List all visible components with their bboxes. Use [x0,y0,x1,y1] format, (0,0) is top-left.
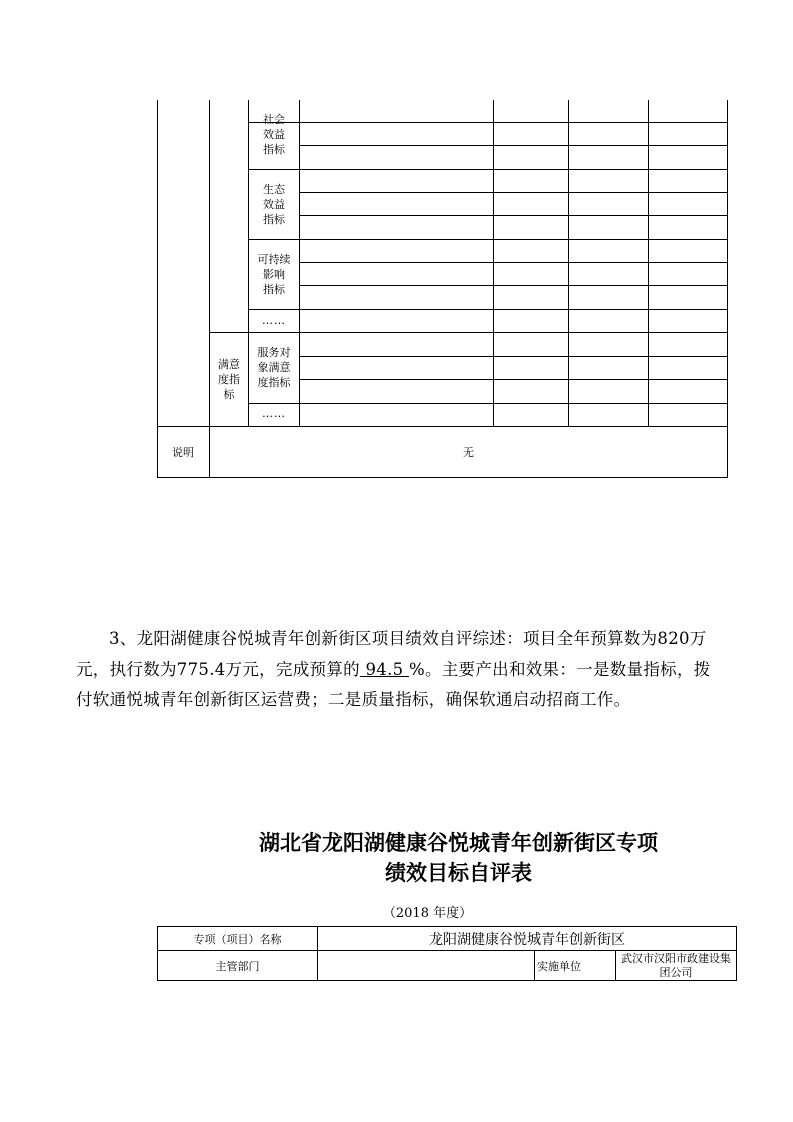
note-label: 说明 [172,446,194,459]
dept-value [318,951,535,981]
row-line [299,215,728,216]
row-line [248,169,728,170]
satisfaction-category-label: 满意 度指 标 [218,358,240,401]
project-name-label: 专项（项目）名称 [158,927,318,951]
table-border-right [727,100,728,478]
social-benefit-label: 社会 效益 指标 [263,113,285,156]
note-value: 无 [463,446,474,459]
row-line-note-top [157,426,728,427]
service-satisfaction-label: 服务对 象满意 度指标 [257,346,291,389]
ecological-benefit-label: 生态 效益 指标 [263,183,285,226]
col-divider-5 [568,100,569,427]
row-line [299,145,728,146]
unit-value: 武汉市汉阳市政建设集团公司 [616,951,737,981]
unit-label: 实施单位 [535,951,616,981]
ellipsis-row-1: …… [262,314,286,327]
completion-rate: 94.5 [359,659,409,679]
indicator-table [157,100,728,478]
dept-label: 主管部门 [158,951,318,981]
form-year: （2018 年度） [382,906,473,921]
row-line [299,262,728,263]
table-border-bottom [157,477,728,478]
project-name-value: 龙阳湖健康谷悦城青年创新街区 [318,927,737,951]
col-divider-1 [209,100,210,478]
summary-text-part2: %。主要产出和效果：一是数量指标，拨付软通悦城青年创新街区运营费；二是质量指标，确保软通启动招商工作。 [76,659,711,709]
row-line [248,122,728,123]
summary-paragraph [76,624,722,716]
row-line [209,332,728,333]
summary-text-part1: 3、龙阳湖健康谷悦城青年创新街区项目绩效自评综述：项目全年预算数为820万元，执行数为775.4万元，完成预算的 [76,629,707,679]
col-divider-6 [648,100,649,427]
row-line [248,309,728,310]
row-line [248,239,728,240]
sustainable-impact-label: 可持续 影响 指标 [257,253,291,296]
row-line [248,403,728,404]
table-border-left [157,100,158,478]
col-divider-4 [493,100,494,427]
row-line [299,356,728,357]
row-line [299,379,728,380]
form-title-line1: 湖北省龙阳湖健康谷悦城青年创新街区专项 [259,831,658,855]
col-divider-3 [299,100,300,427]
ellipsis-row-2: …… [262,407,286,420]
form-title-line2: 绩效目标自评表 [385,861,532,885]
row-line [299,285,728,286]
project-info-table [157,926,737,981]
row-line [299,192,728,193]
